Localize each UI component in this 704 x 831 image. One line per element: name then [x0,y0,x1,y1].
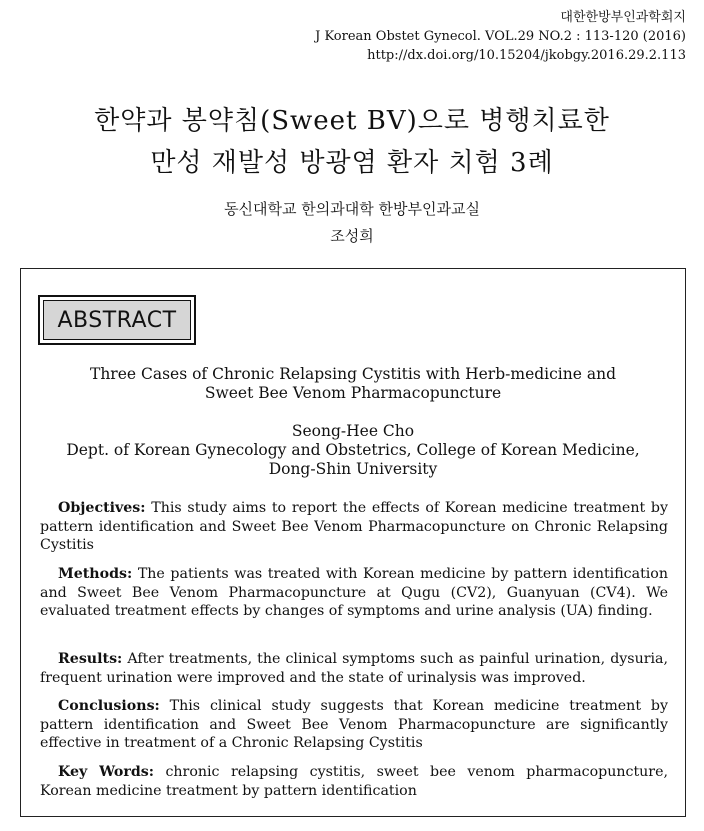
abstract-heading: ABSTRACT [43,300,191,340]
english-author-block [21,422,685,479]
journal-name: 대한한방부인과학회지 [560,10,686,25]
section-label: Key Words: [58,764,155,780]
english-title [21,365,685,403]
section-text: chronic relapsing cystitis, sweet bee venom pharmacopuncture, Korean medicine treatment by pattern identification [40,764,668,799]
abstract-heading-frame [38,295,196,345]
section-objectives [40,499,668,555]
section-keywords [40,763,668,800]
journal-citation: J Korean Obstet Gynecol. VOL.29 NO.2 : 113-120 (2016) [315,29,686,44]
section-label: Objectives: [58,500,146,516]
english-dept-line1: Dept. of Korean Gynecology and Obstetrics, College of Korean Medicine, [66,441,640,459]
english-title-line1: Three Cases of Chronic Relapsing Cystitis with Herb-medicine and [89,365,616,383]
korean-title-line1: 한약과 봉약침(Sweet BV)으로 병행치료한 [94,106,610,136]
korean-title-line2: 만성 재발성 방광염 환자 치험 3례 [150,148,554,178]
section-text: This clinical study suggests that Korean medicine treatment by pattern identification and Sweet Bee Venom Pharmacopuncture are significantly effective in treatment of a Chronic Relapsing Cystitis [40,698,668,752]
korean-affiliation-block [0,196,704,250]
section-results [40,650,668,687]
section-text: This study aims to report the effects of Korean medicine treatment by pattern identification and Sweet Bee Venom Pharmacopuncture on Chronic Relapsing Cystitis [40,500,668,554]
section-label: Conclusions: [58,698,160,714]
section-text: The patients was treated with Korean medicine by pattern identification and Sweet Bee Venom Pharmacopuncture at Qugu (CV2), Guanyuan (CV4). We evaluated treatment effects by changes of symptoms and urine analysis (UA) finding. [40,566,668,620]
section-text: After treatments, the clinical symptoms such as painful urination, dysuria, frequent urination were improved and the state of urinalysis was improved. [40,651,668,686]
journal-header [315,8,686,65]
english-dept-line2: Dong-Shin University [268,460,438,478]
abstract-box [20,268,686,817]
section-label: Methods: [58,566,133,582]
doi-link[interactable]: http://dx.doi.org/10.15204/jkobgy.2016.29.2.113 [367,48,686,63]
section-methods [40,565,668,621]
korean-title [0,100,704,184]
korean-author: 조성희 [330,227,374,245]
english-author: Seong-Hee Cho [291,422,415,440]
section-label: Results: [58,651,123,667]
english-title-line2: Sweet Bee Venom Pharmacopuncture [204,384,502,402]
korean-affiliation: 동신대학교 한의과대학 한방부인과교실 [224,200,480,218]
section-conclusions [40,697,668,753]
